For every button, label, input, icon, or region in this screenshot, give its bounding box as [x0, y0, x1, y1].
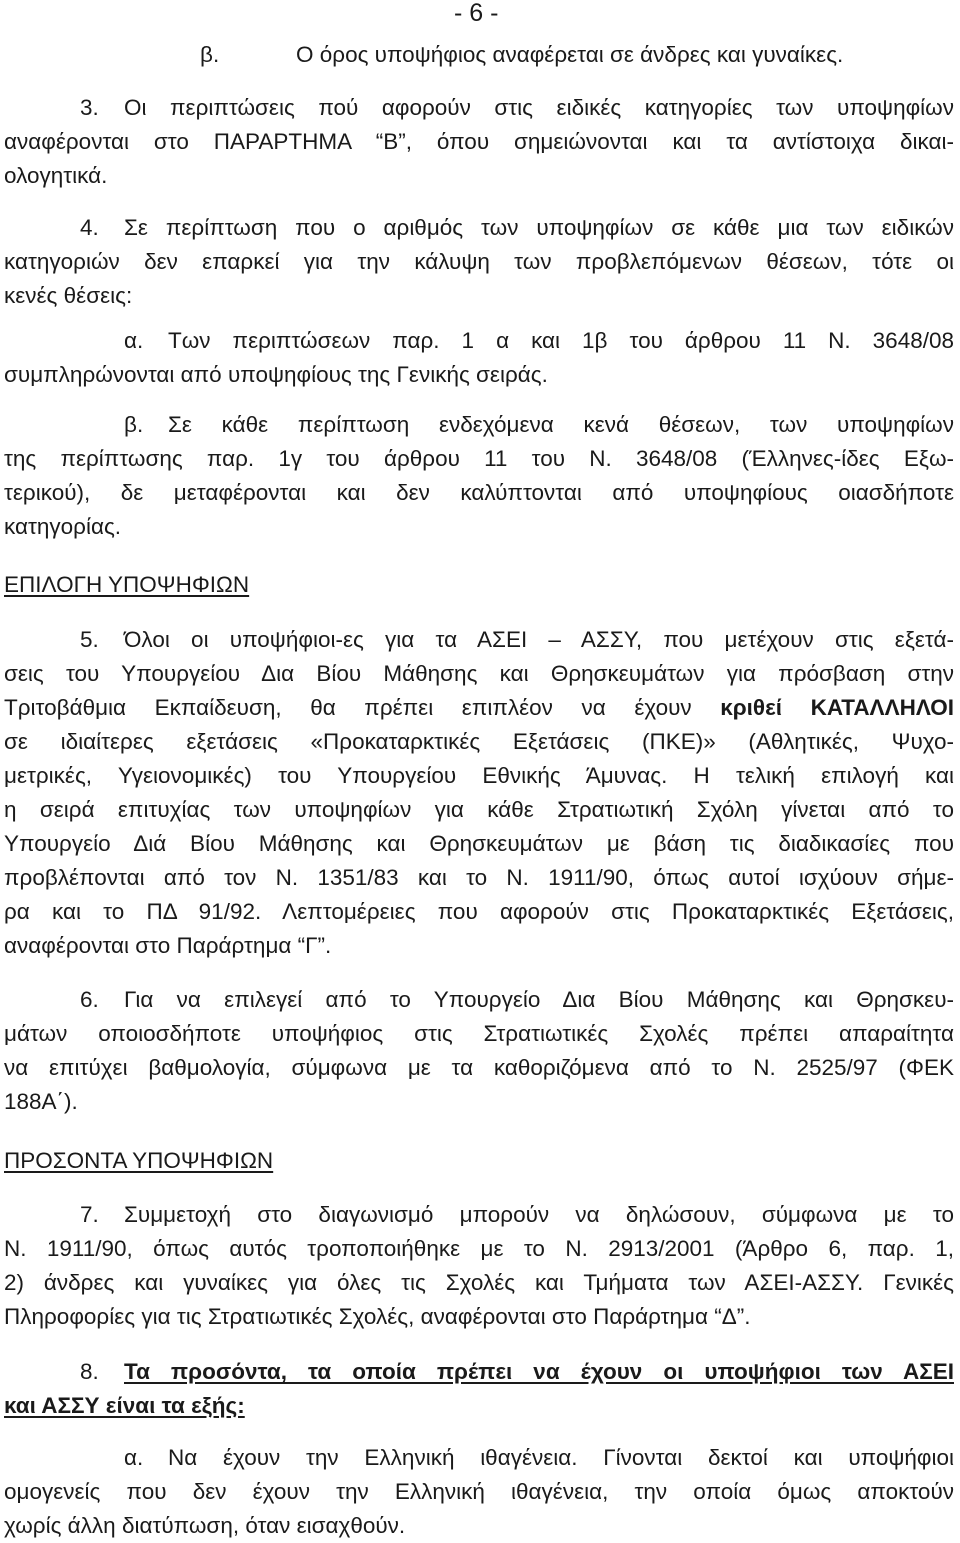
- item-8a-label: α.: [124, 1445, 144, 1470]
- item-5-text-3: Τριτοβάθμια Εκπαίδευση, θα πρέπει επιπλέον να έχουν: [4, 695, 721, 720]
- item-5-number: 5.: [80, 627, 99, 652]
- item-4-line-3: κενές θέσεις:: [4, 283, 133, 308]
- item-4b-line-2: της περίπτωσης παρ. 1γ του άρθρου 11 του Ν. 3648/08 (Έλληνες-ίδες Εξω-: [4, 446, 954, 471]
- item-6-line-1: [80, 983, 954, 1017]
- item-8a-line-3: χωρίς άλλη διατύπωση, όταν εισαχθούν.: [4, 1513, 406, 1538]
- item-3-line-2: αναφέρονται στο ΠΑΡΑΡΤΗΜΑ “Β”, όπου σημειώνονται και τα αντίστοιχα δικαι-: [4, 129, 954, 154]
- item-3-number: 3.: [80, 95, 99, 120]
- item-8-text-1: Τα προσόντα, τα οποία πρέπει να έχουν οι υποψήφιοι των ΑΣΕΙ: [124, 1359, 954, 1384]
- item-7-number: 7.: [80, 1202, 99, 1227]
- item-2b-label: β.: [200, 42, 220, 67]
- item-5-line-10: αναφέρονται στο Παράρτημα “Γ”.: [4, 933, 332, 958]
- item-5-line-1: [80, 623, 954, 657]
- item-8a-line-2: ομογενείς που δεν έχουν την Ελληνική ιθαγένεια, την οποία όμως αποκτούν: [4, 1479, 954, 1504]
- item-5-line-7: Υπουργείο Διά Βίου Μάθησης και Θρησκευμάτων με βάση τις διαδικασίες που: [4, 831, 954, 856]
- item-6-line-2: μάτων οποιοσδήποτε υποψήφιος στις Στρατιωτικές Σχολές πρέπει απαραίτητα: [4, 1021, 954, 1046]
- item-6-text-1: Για να επιλεγεί από το Υπουργείο Δια Βίου Μάθησης και Θρησκευ-: [124, 987, 954, 1012]
- item-7-line-3: 2) άνδρες και γυναίκες για όλες τις Σχολές και Τμήματα των ΑΣΕΙ-ΑΣΣΥ. Γενικές: [4, 1270, 954, 1295]
- item-7-text-1: Συμμετοχή στο διαγωνισμό μπορούν να δηλώσουν, σύμφωνα με το: [124, 1202, 954, 1227]
- item-2b-text: Ο όρος υποψήφιος αναφέρεται σε άνδρες και γυναίκες.: [296, 42, 844, 67]
- item-4a-label: α.: [124, 328, 144, 353]
- item-5-line-6: η σειρά επιτυχίας των υποψηφίων για κάθε Στρατιωτική Σχόλη γίνεται από το: [4, 797, 954, 822]
- item-4a-line-2: συμπληρώνονται από υποψηφίους της Γενικής σειράς.: [4, 362, 548, 387]
- item-5-line-8: προβλέπονται από τον Ν. 1351/83 και το Ν. 1911/90, όπως αυτοί ισχύουν σήμε-: [4, 865, 954, 890]
- item-6-number: 6.: [80, 987, 99, 1012]
- item-5-text-1: Όλοι οι υποψήφιοι-ες για τα ΑΣΕΙ – ΑΣΣΥ, που μετέχουν στις εξετά-: [124, 627, 954, 652]
- item-3-line-1: [80, 91, 954, 125]
- item-4b-text-1: Σε κάθε περίπτωση ενδεχόμενα κενά θέσεων, των υποψηφίων: [168, 412, 954, 437]
- item-4b-label: β.: [124, 412, 144, 437]
- item-4b-line-4: κατηγορίας.: [4, 514, 122, 539]
- heading-candidate-qualifications: ΠΡΟΣΟΝΤΑ ΥΠΟΨΗΦΙΩΝ: [4, 1148, 274, 1173]
- item-5-line-9: ρα και το ΠΔ 91/92. Λεπτομέρειες που αφορούν στις Προκαταρκτικές Εξετάσεις,: [4, 899, 954, 924]
- page-number: - 6 -: [454, 0, 499, 27]
- item-4-number: 4.: [80, 215, 99, 240]
- item-3-text-1: Οι περιπτώσεις πού αφορούν στις ειδικές κατηγορίες των υποψηφίων: [124, 95, 954, 120]
- item-4-line-2: κατηγοριών δεν επαρκεί για την κάλυψη των προβλεπόμενων θέσεων, τότε οι: [4, 249, 954, 274]
- item-6-line-3: να επιτύχει βαθμολογία, σύμφωνα με τα καθοριζόμενα από το Ν. 2525/97 (ΦΕΚ: [4, 1055, 954, 1080]
- item-7-line-4: Πληροφορίες για τις Στρατιωτικές Σχολές, αναφέρονται στο Παράρτημα “Δ”.: [4, 1304, 751, 1329]
- item-6-line-4: 188Α΄).: [4, 1089, 78, 1114]
- item-4a-text-1: Των περιπτώσεων παρ. 1 α και 1β του άρθρου 11 Ν. 3648/08: [168, 328, 954, 353]
- item-4b-line-3: τερικού), δε μεταφέρονται και δεν καλύπτονται από υποψηφίους οιασδήποτε: [4, 480, 954, 505]
- item-5-line-3: [4, 691, 954, 725]
- item-5-line-4: σε ιδιαίτερες εξετάσεις «Προκαταρκτικές Εξετάσεις (ΠΚΕ)» (Αθλητικές, Ψυχο-: [4, 729, 954, 754]
- item-8a-text-1: Να έχουν την Ελληνική ιθαγένεια. Γίνονται δεκτοί και υποψήφιοι: [168, 1445, 954, 1470]
- heading-candidate-selection: ΕΠΙΛΟΓΗ ΥΠΟΨΗΦΙΩΝ: [4, 572, 250, 597]
- item-3-line-3: ολογητικά.: [4, 163, 108, 188]
- item-4-line-1: [80, 211, 954, 245]
- item-8-line-1: [80, 1355, 954, 1389]
- item-4a-line-1: [124, 324, 954, 358]
- item-2b-line: [200, 38, 954, 72]
- item-8a-line-1: [124, 1441, 954, 1475]
- item-7-line-2: Ν. 1911/90, όπως αυτός τροποποιήθηκε με το Ν. 2913/2001 (Άρθρο 6, παρ. 1,: [4, 1236, 954, 1261]
- item-5-bold-text: κριθεί ΚΑΤΑΛΛΗΛΟΙ: [720, 695, 954, 720]
- item-8-line-2: [4, 1389, 954, 1423]
- item-4b-line-1: [124, 408, 954, 442]
- item-5-line-5: μετρικές, Υγειονομικές) του Υπουργείου Εθνικής Άμυνας. Η τελική επιλογή και: [4, 763, 954, 788]
- item-7-line-1: [80, 1198, 954, 1232]
- item-5-line-2: σεις του Υπουργείου Δια Βίου Μάθησης και Θρησκευμάτων για πρόσβαση στην: [4, 661, 954, 686]
- item-8-text-2: και ΑΣΣΥ είναι τα εξής:: [4, 1393, 245, 1418]
- item-8-number: 8.: [80, 1359, 99, 1384]
- item-4-text-1: Σε περίπτωση που ο αριθμός των υποψηφίων σε κάθε μια των ειδικών: [124, 215, 954, 240]
